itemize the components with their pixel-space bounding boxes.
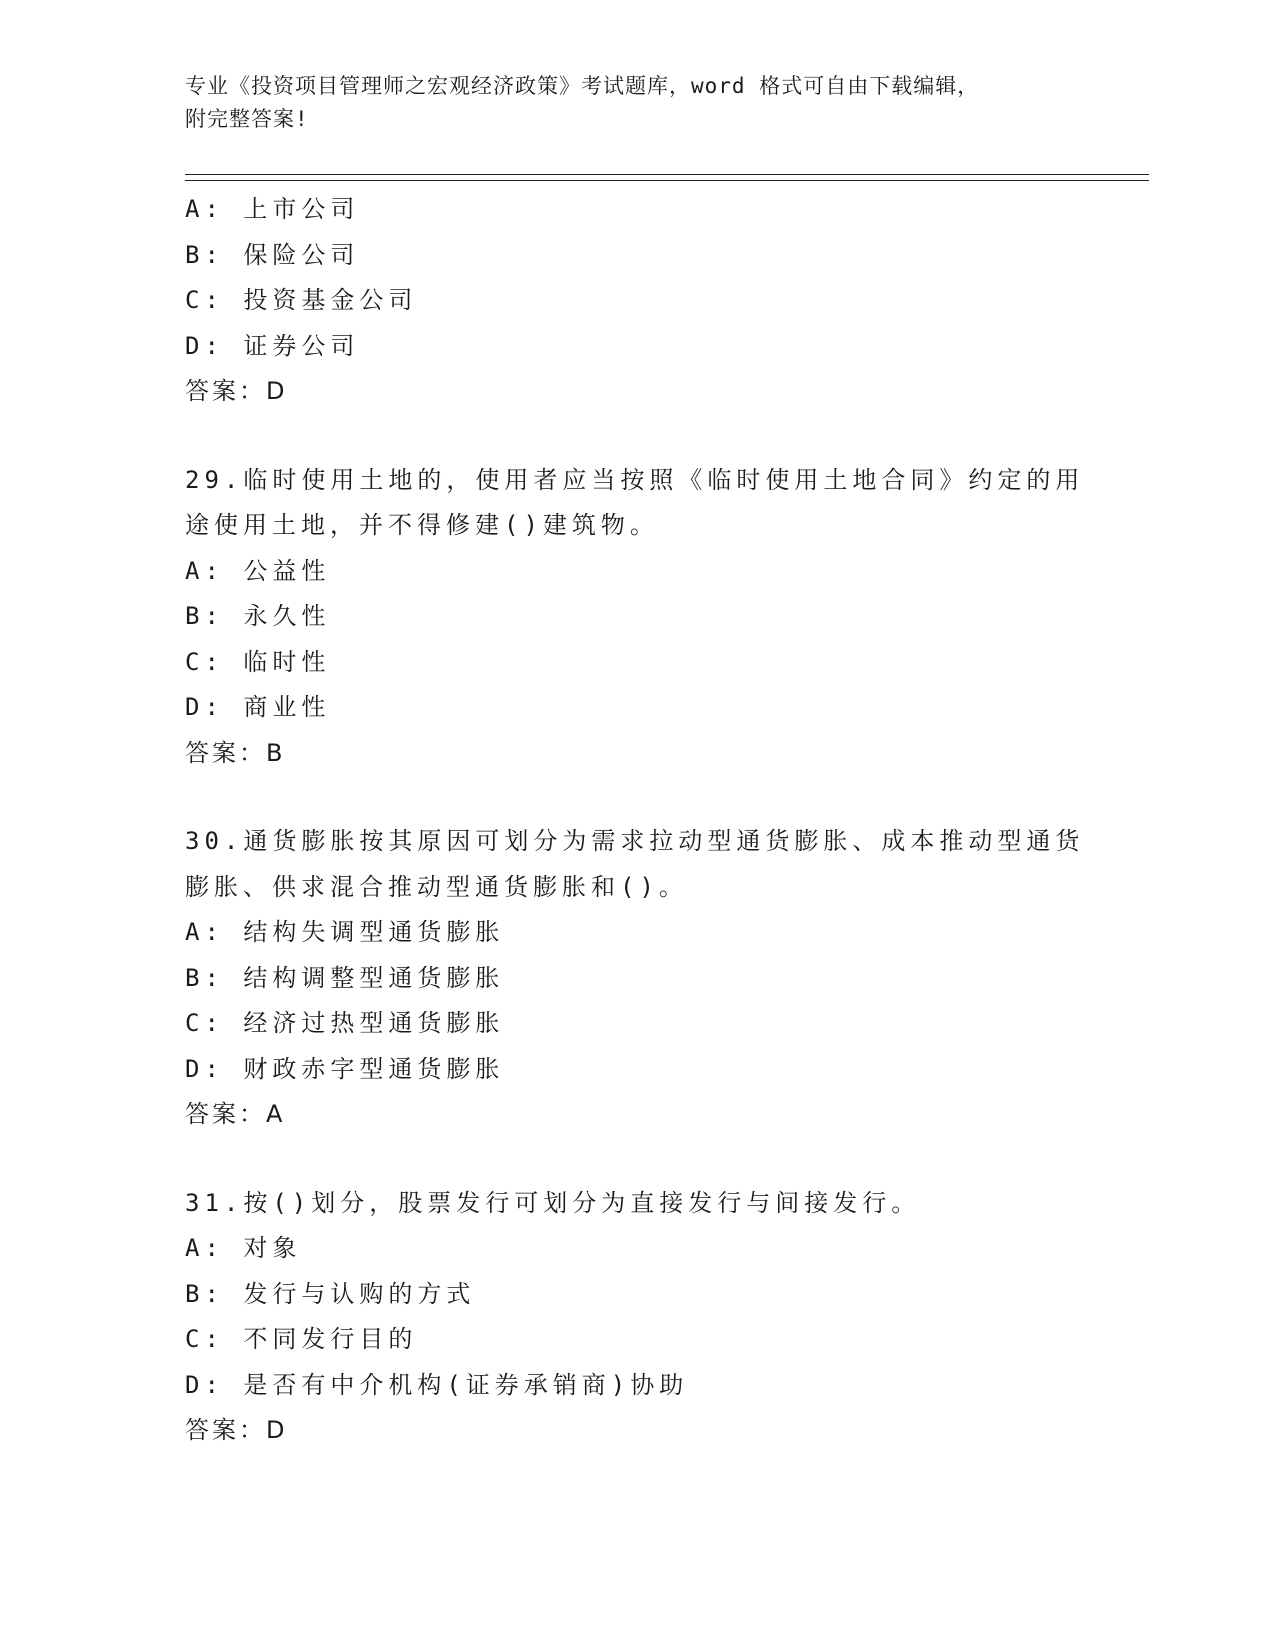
answer-line: 答案：A [185, 1100, 286, 1128]
question-30 [185, 819, 1085, 1138]
question-stem-line-1: 31.按()划分，股票发行可划分为直接发行与间接发行。 [185, 1188, 921, 1217]
header-line-2: 附完整答案! [185, 107, 309, 131]
spacer [185, 415, 1085, 458]
option-a: A: 上市公司 [185, 195, 360, 223]
option-d: D: 证券公司 [185, 331, 360, 360]
header-line-1: 专业《投资项目管理师之宏观经济政策》考试题库，word 格式可自由下载编辑， [185, 74, 980, 98]
option-d: D: 财政赤字型通货膨胀 [185, 1054, 505, 1083]
option-b: B: 发行与认购的方式 [185, 1279, 476, 1308]
answer-line: 答案：D [185, 1416, 288, 1444]
option-c: C: 临时性 [185, 647, 331, 676]
option-d: D: 是否有中介机构(证券承销商)协助 [185, 1370, 689, 1399]
question-31 [185, 1181, 1085, 1454]
document-header [185, 70, 1065, 136]
question-stem-line-2: 途使用土地，并不得修建()建筑物。 [185, 511, 659, 539]
header-divider-bottom [185, 180, 1149, 181]
spacer [185, 776, 1085, 819]
option-b: B: 永久性 [185, 602, 331, 630]
option-c: C: 投资基金公司 [185, 286, 418, 314]
option-a: A: 对象 [185, 1234, 302, 1262]
header-divider-top [185, 174, 1149, 175]
spacer [185, 1138, 1085, 1181]
answer-line: 答案：B [185, 738, 286, 767]
option-c: C: 经济过热型通货膨胀 [185, 1009, 505, 1037]
question-stem-line-1: 30.通货膨胀按其原因可划分为需求拉动型通货膨胀、成本推动型通货 [185, 827, 1085, 855]
option-d: D: 商业性 [185, 693, 331, 721]
question-stem-line-1: 29.临时使用土地的，使用者应当按照《临时使用土地合同》约定的用 [185, 465, 1085, 494]
option-a: A: 结构失调型通货膨胀 [185, 918, 505, 946]
question-list [185, 187, 1085, 1454]
question-28 [185, 187, 1085, 415]
question-stem-line-2: 膨胀、供求混合推动型通货膨胀和()。 [185, 872, 688, 901]
answer-line: 答案：D [185, 377, 288, 405]
question-29 [185, 458, 1085, 777]
option-b: B: 结构调整型通货膨胀 [185, 963, 505, 992]
option-a: A: 公益性 [185, 556, 331, 585]
option-c: C: 不同发行目的 [185, 1325, 418, 1353]
option-b: B: 保险公司 [185, 240, 360, 269]
